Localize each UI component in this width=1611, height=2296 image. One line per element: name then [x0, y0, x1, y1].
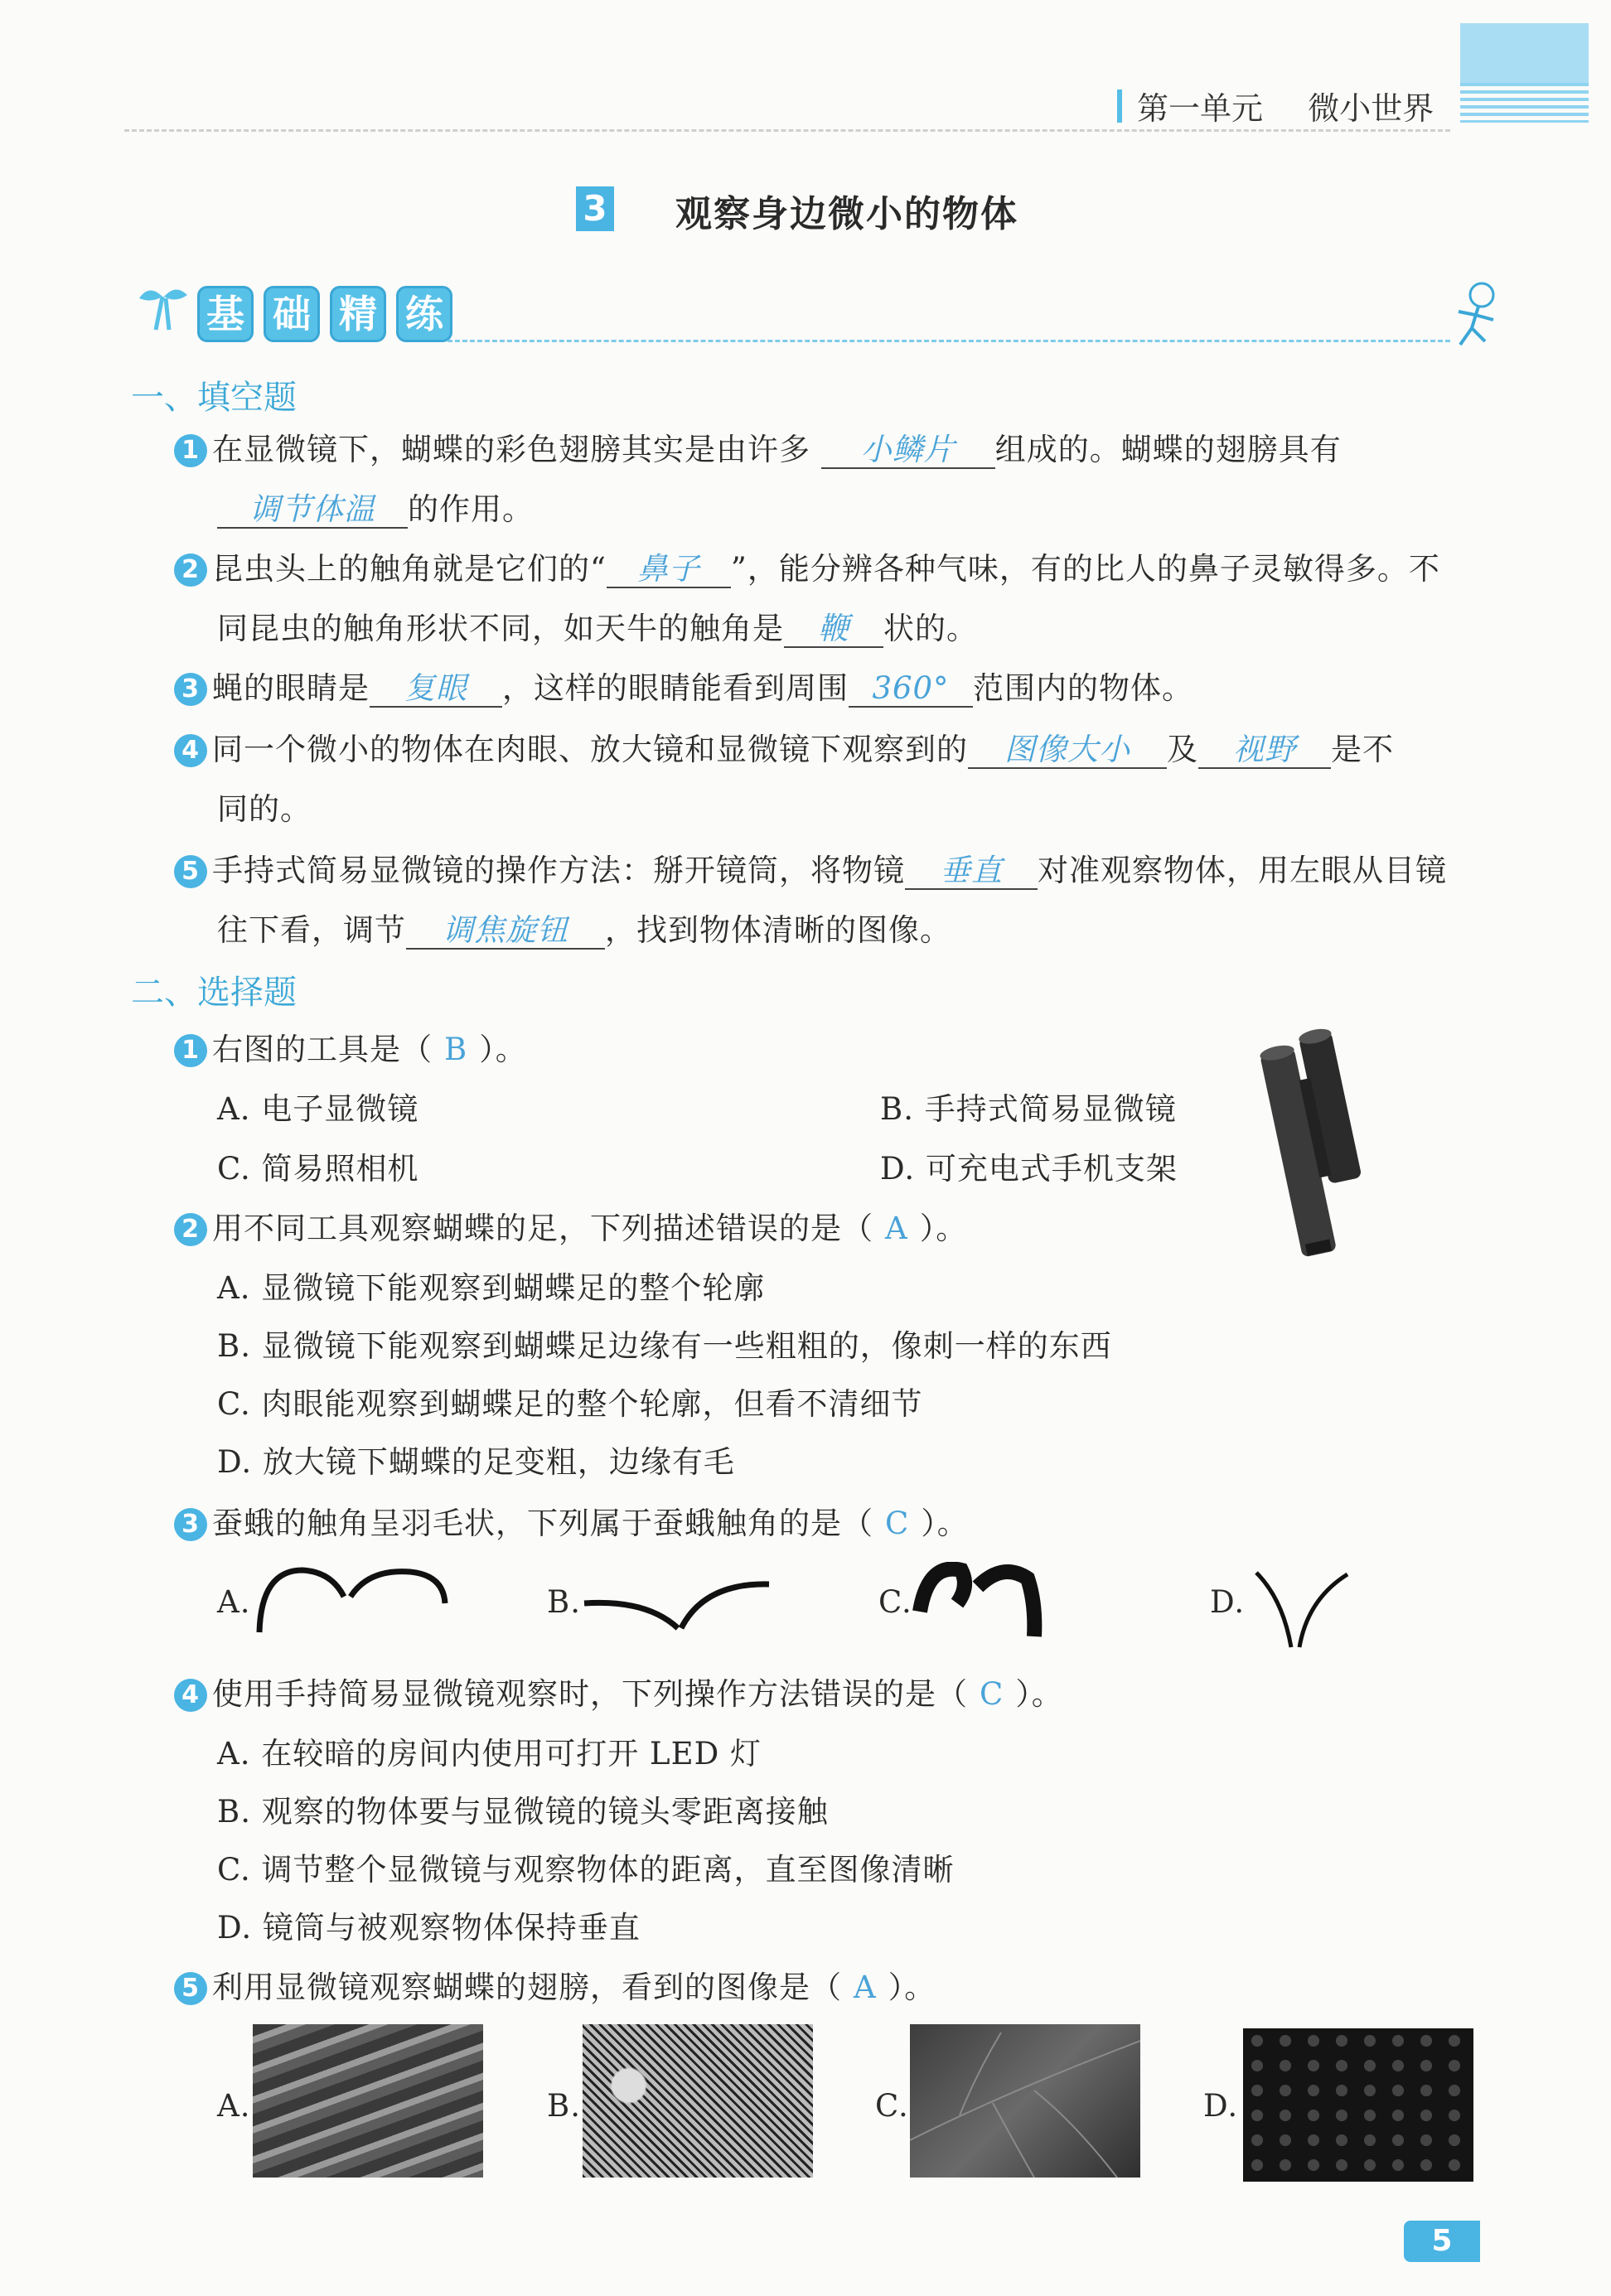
text: 利用显微镜观察蝴蝶的翅膀，看到的图像是（	[212, 1970, 842, 2005]
answer: C	[980, 1676, 1004, 1712]
text: ）。	[919, 1211, 968, 1246]
text: 是不	[1331, 732, 1394, 767]
text: 及	[1167, 732, 1198, 767]
header-unit	[1137, 83, 1434, 128]
banner-divider	[448, 340, 1450, 342]
option: B. 手持式简易显微镜	[880, 1091, 1177, 1127]
option: C. 简易照相机	[217, 1151, 419, 1187]
text: ）。	[921, 1506, 969, 1541]
antenna-b-image	[580, 1566, 779, 1632]
option-label: B.	[547, 1584, 581, 1620]
lesson-number-badge: 3	[576, 186, 614, 231]
option: A. 在较暗的房间内使用可打开 LED 灯	[217, 1736, 762, 1772]
answer-blank: 垂直	[905, 854, 1038, 890]
text: ）。	[1015, 1676, 1063, 1712]
text: 同的。	[217, 791, 312, 827]
text: 用不同工具观察蝴蝶的足，下列描述错误的是（	[212, 1211, 873, 1246]
question-number: 4	[174, 1679, 207, 1712]
option-label: A.	[217, 2088, 251, 2124]
antenna-d-image	[1250, 1566, 1357, 1649]
fill-q3-line	[174, 663, 1193, 708]
option-label: D.	[1203, 2088, 1239, 2124]
text: 使用手持简易显微镜观察时，下列操作方法错误的是（	[212, 1676, 968, 1712]
choice-q3-stem	[174, 1498, 969, 1543]
answer-blank: 图像大小	[968, 733, 1167, 769]
option: B. 显微镜下能观察到蝴蝶足边缘有一些粗粗的，像刺一样的东西	[217, 1328, 1112, 1364]
text: 状的。	[883, 611, 978, 646]
option-label: C.	[875, 2088, 909, 2124]
fill-q1-line1	[174, 424, 1342, 469]
answer-blank: 调焦旋钮	[406, 914, 605, 950]
question-number: 5	[174, 855, 207, 888]
choice-q4-stem	[174, 1669, 1063, 1714]
question-number: 4	[174, 734, 207, 767]
text: 手持式简易显微镜的操作方法：掰开镜筒，将物镜	[212, 853, 905, 888]
question-number: 2	[174, 553, 207, 587]
lesson-title: 观察身边微小的物体	[675, 193, 1018, 235]
text: 同一个微小的物体在肉眼、放大镜和显微镜下观察到的	[212, 732, 968, 767]
fill-q4-line2	[217, 784, 312, 829]
cell-tissue-image	[583, 2024, 813, 2178]
option: D. 镜筒与被观察物体保持垂直	[217, 1910, 641, 1946]
option-label: C.	[878, 1584, 912, 1620]
question-number: 5	[174, 1972, 207, 2005]
answer: A	[885, 1211, 908, 1246]
answer-blank: 视野	[1198, 733, 1331, 769]
banner-title	[197, 286, 462, 342]
choice-q5-stem	[174, 1962, 936, 2007]
unit-label: 第一单元	[1137, 90, 1264, 127]
question-number: 1	[174, 434, 207, 467]
choice-q2-stem	[174, 1203, 967, 1248]
question-number: 3	[174, 673, 207, 706]
option: D. 放大镜下蝴蝶的足变粗，边缘有毛	[217, 1444, 735, 1480]
antenna-c-feathered-image	[912, 1562, 1044, 1645]
question-number: 1	[174, 1034, 207, 1067]
section-fill-heading: 一、填空题	[131, 379, 297, 417]
option-label: B.	[547, 2088, 581, 2124]
text: 蝇的眼睛是	[212, 670, 370, 706]
text: ”，能分辨各种气味，有的比人的鼻子灵敏得多。不	[730, 551, 1440, 587]
question-number: 3	[174, 1508, 207, 1541]
text: 往下看，调节	[217, 912, 406, 948]
question-number: 2	[174, 1213, 207, 1246]
answer-blank: 调节体温	[217, 493, 408, 529]
option: B. 观察的物体要与显微镜的镜头零距离接触	[217, 1794, 829, 1830]
banner-char: 练	[396, 286, 452, 342]
header-accent-bar	[1117, 89, 1122, 123]
banner-char: 基	[197, 286, 254, 342]
answer-blank: 小鳞片	[821, 433, 995, 469]
option: D. 可充电式手机支架	[880, 1151, 1178, 1187]
option: A. 显微镜下能观察到蝴蝶足的整个轮廓	[217, 1270, 766, 1306]
answer: A	[854, 1970, 877, 2005]
option-label: D.	[1210, 1584, 1246, 1620]
dark-cell-image	[1243, 2028, 1473, 2182]
leaf-texture-image	[910, 2024, 1140, 2178]
leaf-vein-lines	[910, 2024, 1140, 2178]
text: 蚕蛾的触角呈羽毛状，下列属于蚕蛾触角的是（	[212, 1506, 873, 1541]
banner-char: 精	[330, 286, 386, 342]
option: C. 肉眼能观察到蝴蝶足的整个轮廓，但看不清细节	[217, 1386, 923, 1422]
handheld-microscope-image	[1247, 1027, 1396, 1268]
fill-q2-line2	[217, 603, 978, 648]
choice-q1-stem	[174, 1024, 527, 1069]
text: ）。	[888, 1970, 936, 2005]
page-number: 5	[1404, 2221, 1480, 2262]
option-label: A.	[217, 1584, 251, 1620]
text: 对准观察物体，用左眼从目镜	[1038, 853, 1447, 888]
fill-q5-line1	[174, 845, 1447, 890]
answer-blank: 复眼	[370, 672, 502, 708]
answer: C	[885, 1506, 910, 1541]
text: ）。	[479, 1032, 527, 1067]
fill-q2-line1	[174, 544, 1440, 588]
text: 的作用。	[408, 491, 534, 527]
unit-title: 微小世界	[1308, 90, 1434, 127]
butterfly-wing-scales-image	[253, 2024, 483, 2178]
text: 范围内的物体。	[973, 670, 1193, 706]
text: ，找到物体清晰的图像。	[605, 912, 951, 948]
text: 右图的工具是（	[212, 1032, 433, 1067]
text: 同昆虫的触角形状不同，如天牛的触角是	[217, 611, 784, 646]
banner-char: 础	[264, 286, 320, 342]
fill-q4-line1	[174, 724, 1394, 769]
text: 在显微镜下，蝴蝶的彩色翅膀其实是由许多	[212, 432, 810, 467]
answer: B	[444, 1032, 468, 1067]
header-divider	[124, 129, 1450, 132]
answer-blank: 360°	[849, 672, 973, 708]
running-figure-icon	[1442, 280, 1508, 350]
answer-blank: 鼻子	[607, 553, 731, 588]
option: A. 电子显微镜	[217, 1091, 419, 1127]
antenna-a-image	[253, 1562, 452, 1636]
sprout-icon	[131, 282, 193, 331]
section-choice-heading: 二、选择题	[131, 974, 297, 1012]
answer-blank: 鞭	[784, 612, 883, 648]
option: C. 调节整个显微镜与观察物体的距离，直至图像清晰	[217, 1852, 955, 1888]
text: 组成的。蝴蝶的翅膀具有	[994, 432, 1342, 467]
text: ，这样的眼睛能看到周围	[502, 670, 849, 706]
fill-q1-line2	[217, 484, 534, 529]
fill-q5-line2	[217, 905, 951, 950]
text: 昆虫头上的触角就是它们的“	[212, 551, 607, 587]
header-decoration-block	[1460, 23, 1589, 83]
